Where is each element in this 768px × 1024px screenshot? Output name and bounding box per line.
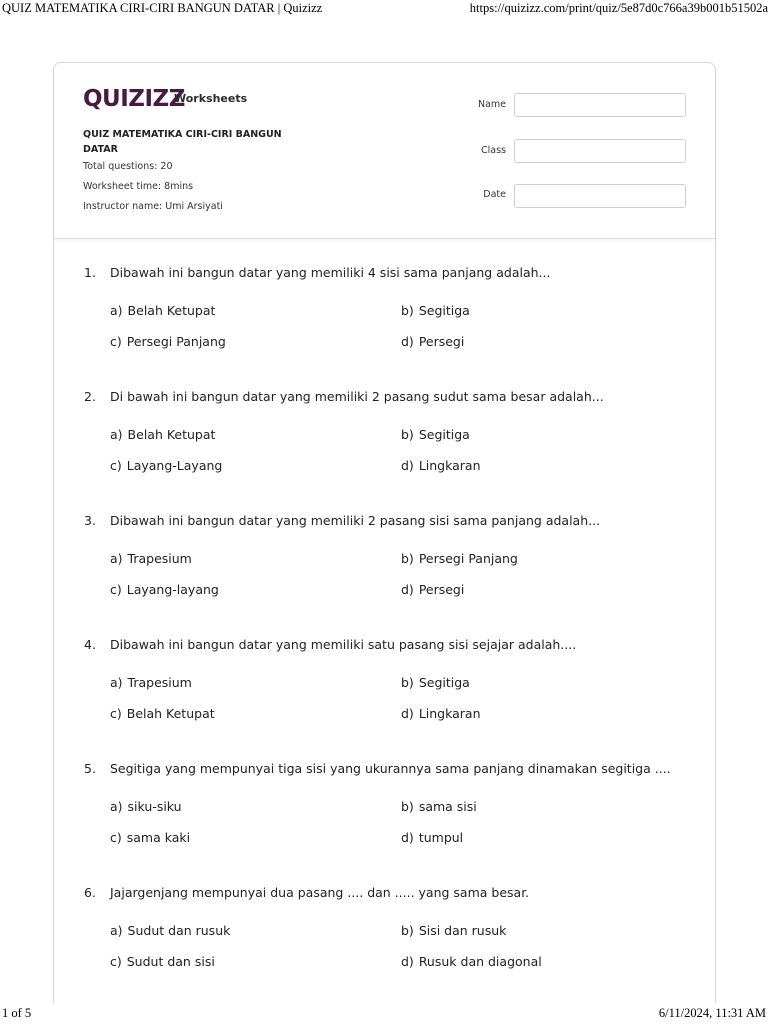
option-a: a) Sudut dan rusuk bbox=[110, 923, 231, 938]
question-text: Segitiga yang mempunyai tiga sisi yang ukurannya sama panjang dinamakan segitiga .... bbox=[110, 761, 671, 776]
option-d: d) Lingkaran bbox=[401, 458, 481, 473]
print-datetime: 6/11/2024, 11:31 AM bbox=[658, 1006, 766, 1020]
question-number: 2. bbox=[84, 389, 96, 404]
class-field[interactable] bbox=[514, 139, 686, 163]
option-a: a) Belah Ketupat bbox=[110, 303, 216, 318]
quizizz-logo: QUIZIZZ bbox=[83, 86, 185, 112]
option-c: c) sama kaki bbox=[110, 830, 191, 845]
worksheet-card bbox=[53, 62, 716, 1003]
option-b: b) Segitiga bbox=[401, 303, 470, 318]
date-field[interactable] bbox=[514, 184, 686, 208]
option-c: c) Belah Ketupat bbox=[110, 706, 215, 721]
option-a: a) Trapesium bbox=[110, 675, 192, 690]
option-c: c) Persegi Panjang bbox=[110, 334, 226, 349]
page-count: 1 of 5 bbox=[2, 1006, 32, 1020]
question-number: 5. bbox=[84, 761, 96, 776]
option-b: b) Segitiga bbox=[401, 675, 470, 690]
option-d: d) Lingkaran bbox=[401, 706, 481, 721]
option-b: b) Segitiga bbox=[401, 427, 470, 442]
option-c: c) Layang-Layang bbox=[110, 458, 223, 473]
question-number: 1. bbox=[84, 265, 96, 280]
option-a: a) Belah Ketupat bbox=[110, 427, 216, 442]
print-footer bbox=[0, 1006, 768, 1024]
worksheet-time: Worksheet time: 8mins bbox=[83, 181, 194, 192]
class-label: Class bbox=[481, 145, 506, 156]
option-d: d) Rusuk dan diagonal bbox=[401, 954, 542, 969]
question-text: Jajargenjang mempunyai dua pasang .... dan ..... yang sama besar. bbox=[110, 885, 530, 900]
question-text: Dibawah ini bangun datar yang memiliki satu pasang sisi sejajar adalah.... bbox=[110, 637, 577, 652]
option-b: b) sama sisi bbox=[401, 799, 477, 814]
option-b: b) Persegi Panjang bbox=[401, 551, 518, 566]
quiz-title: QUIZ MATEMATIKA CIRI-CIRI BANGUN DATAR bbox=[83, 129, 282, 155]
option-a: a) siku-siku bbox=[110, 799, 182, 814]
question-text: Dibawah ini bangun datar yang memiliki 2 pasang sisi sama panjang adalah... bbox=[110, 513, 601, 528]
question-number: 6. bbox=[84, 885, 96, 900]
total-questions: Total questions: 20 bbox=[83, 161, 173, 172]
option-b: b) Sisi dan rusuk bbox=[401, 923, 507, 938]
question-number: 3. bbox=[84, 513, 96, 528]
instructor-name: Instructor name: Umi Arsiyati bbox=[83, 201, 223, 212]
name-field[interactable] bbox=[514, 93, 686, 117]
option-d: d) Persegi bbox=[401, 334, 465, 349]
option-c: c) Layang-layang bbox=[110, 582, 219, 597]
option-a: a) Trapesium bbox=[110, 551, 192, 566]
name-label: Name bbox=[477, 99, 506, 110]
question-number: 4. bbox=[84, 637, 96, 652]
worksheet-header bbox=[54, 63, 715, 239]
option-d: d) Persegi bbox=[401, 582, 465, 597]
print-header bbox=[0, 0, 768, 18]
print-page-title: QUIZ MATEMATIKA CIRI-CIRI BANGUN DATAR | Quizizz bbox=[2, 1, 323, 15]
option-d: d) tumpul bbox=[401, 830, 464, 845]
worksheets-label: Worksheets bbox=[174, 92, 248, 105]
print-page-url: https://quizizz.com/print/quiz/5e87d0c766a39b001b51502a bbox=[469, 1, 768, 15]
date-label: Date bbox=[483, 189, 506, 200]
option-c: c) Sudut dan sisi bbox=[110, 954, 215, 969]
question-text: Dibawah ini bangun datar yang memiliki 4 sisi sama panjang adalah... bbox=[110, 265, 551, 280]
question-text: Di bawah ini bangun datar yang memiliki 2 pasang sudut sama besar adalah... bbox=[110, 389, 604, 404]
